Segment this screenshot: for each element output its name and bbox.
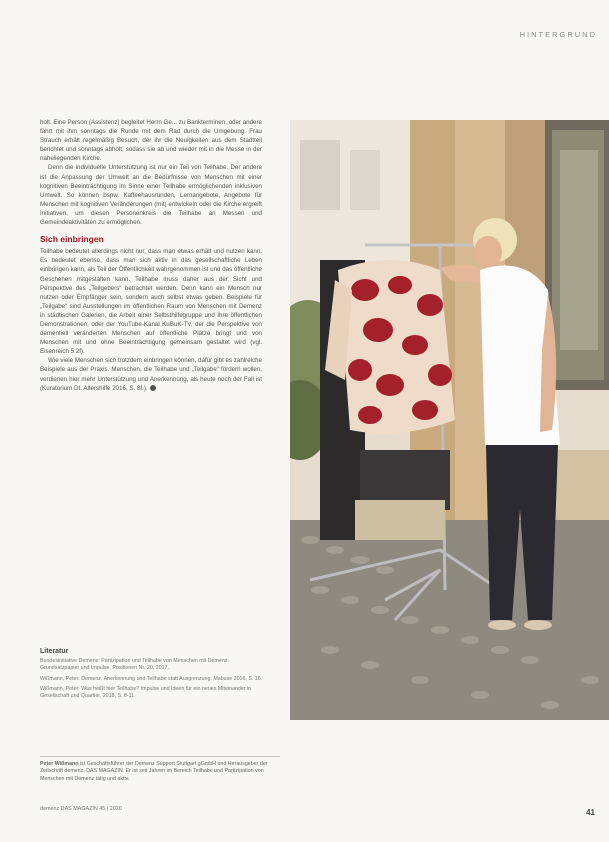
article-paragraph: Denn die individuelle Unterstützung ist nur ein Teil von Teilhabe. Der andere ist die Anpassung der Umwelt an die Bedürfnisse von Menschen mit einer kognitiven Beeinträchtigung im Sinne einer Teilhabe ermöglichenden inklusiven Umwelt. So können bspw. Kaffeehausrunden, Lernangebote, Angebote für Menschen mit kognitiven Veränderungen (mit) entwickeln oder die Kirche ergreift Initiativen, um diesen Personenkreis die Teilhabe an Messen und Gemeindeaktivitäten zu ermöglichen.: [40, 164, 262, 227]
article-paragraph: [40, 356, 262, 392]
article-paragraph: Teilhabe bedeutet allerdings nicht nur, dass man etwas erhält und nutzen kann. Es bedeutet ebenso, dass man sich aktiv in das gesellschaftliche Leben einbringen kann, als Teil der Öffentlichkeit wahrgenommen ist und das öffentliche Geschehen mitgestalten kann. Teilhabe muss daher aus der Sicht und Perspektive des „Teilgebers“ betrachtet werden. Denn kann ein Mensch nur nutzen oder Empfänger sein, sondern auch selbst etwas geben. Beispiele für „Teilgabe“ sind Ausstellungen im öffentlichen Raum von Menschen mit Demenz in städtischen Galerien, die Arbeit einer Selbsthilfegruppe und Ihre öffentlichen Demonstrationen, oder der YouTube-Kanal KuBuK-TV, der die Perspektive von dementiell veränderten Menschen auf öffentliche Plätze bringt und von Menschen mit und ohne Beeinträchtigung gemeinsam gestaltet wird (vgl. Eisenreich 5 2f).: [40, 248, 262, 356]
literature-title: Literatur: [40, 648, 69, 655]
section-header: HINTERGRUND: [519, 30, 597, 39]
literature-section: [40, 648, 265, 703]
article-paragraph: holt. Eine Person (Assistenz) begleitet Herrn Ge... zu Bankterminen, oder andere fährt mit ihm sonntags die Runde mit dem Rad durch die Umgebung. Frau Strauch erhält regelmäßig Besuch, der ihr die Neuigkeiten aus dem Stadtteil berichtet und sonntags abholt, sodass sie ab und wieder mit in die Messe in der naheliegenden Kirche.: [40, 119, 262, 163]
photo-illustration: [290, 120, 609, 720]
literature-entry: Wißmann, Peter: Demenz. Anerkennung und Teilhabe statt Ausgrenzung. Mabuse 2016, S. 16.: [40, 675, 263, 682]
author-name: Peter Wißmann: [40, 761, 79, 767]
article-photo: [290, 120, 609, 720]
article-body: [40, 118, 262, 393]
end-mark-icon: [150, 385, 156, 391]
literature-entry: Bundesinitiative Demenz: Partizipation und Teilhabe von Menschen mit Demenz. Grundsatzpapier und Impulse. Positionen Nr. 20, 2017.: [40, 658, 229, 672]
page-number: 41: [586, 808, 595, 817]
journal-footer: demenz DAS MAGAZIN 45 | 2020: [40, 806, 122, 812]
article-paragraph-text: Wie viele Menschen sich trotzdem einbringen können, dafür gibt es zahlreiche Beispiele aus der Praxis. Menschen, die Teilhabe und „Teilgabe“ fördern wollen, verdienen hier mehr Unterstützung und Anerkennung, als heute noch der Fall ist (Kuratorium Dt. Altershilfe 2016, S. 8f.).: [40, 357, 262, 392]
article-subheading: Sich einbringen: [40, 234, 104, 245]
literature-entry: Wißmann, Peter: Was heißt hier Teilhabe? Impulse und Ideen für ein neues Miteinander in Gesellschaft und Quartier. 2018, S. 8-11.: [40, 685, 252, 700]
author-box: [40, 756, 280, 783]
author-bio: ist Geschäftsführer der Demenz Support Stuttgart gGmbH und Herausgeber der Zeitschrift demenz. DAS MAGAZIN. Er ist seit Jahren im Bereich Teilhabe und Partizipation von Menschen mit Demenz tätig und aktiv.: [40, 761, 268, 782]
